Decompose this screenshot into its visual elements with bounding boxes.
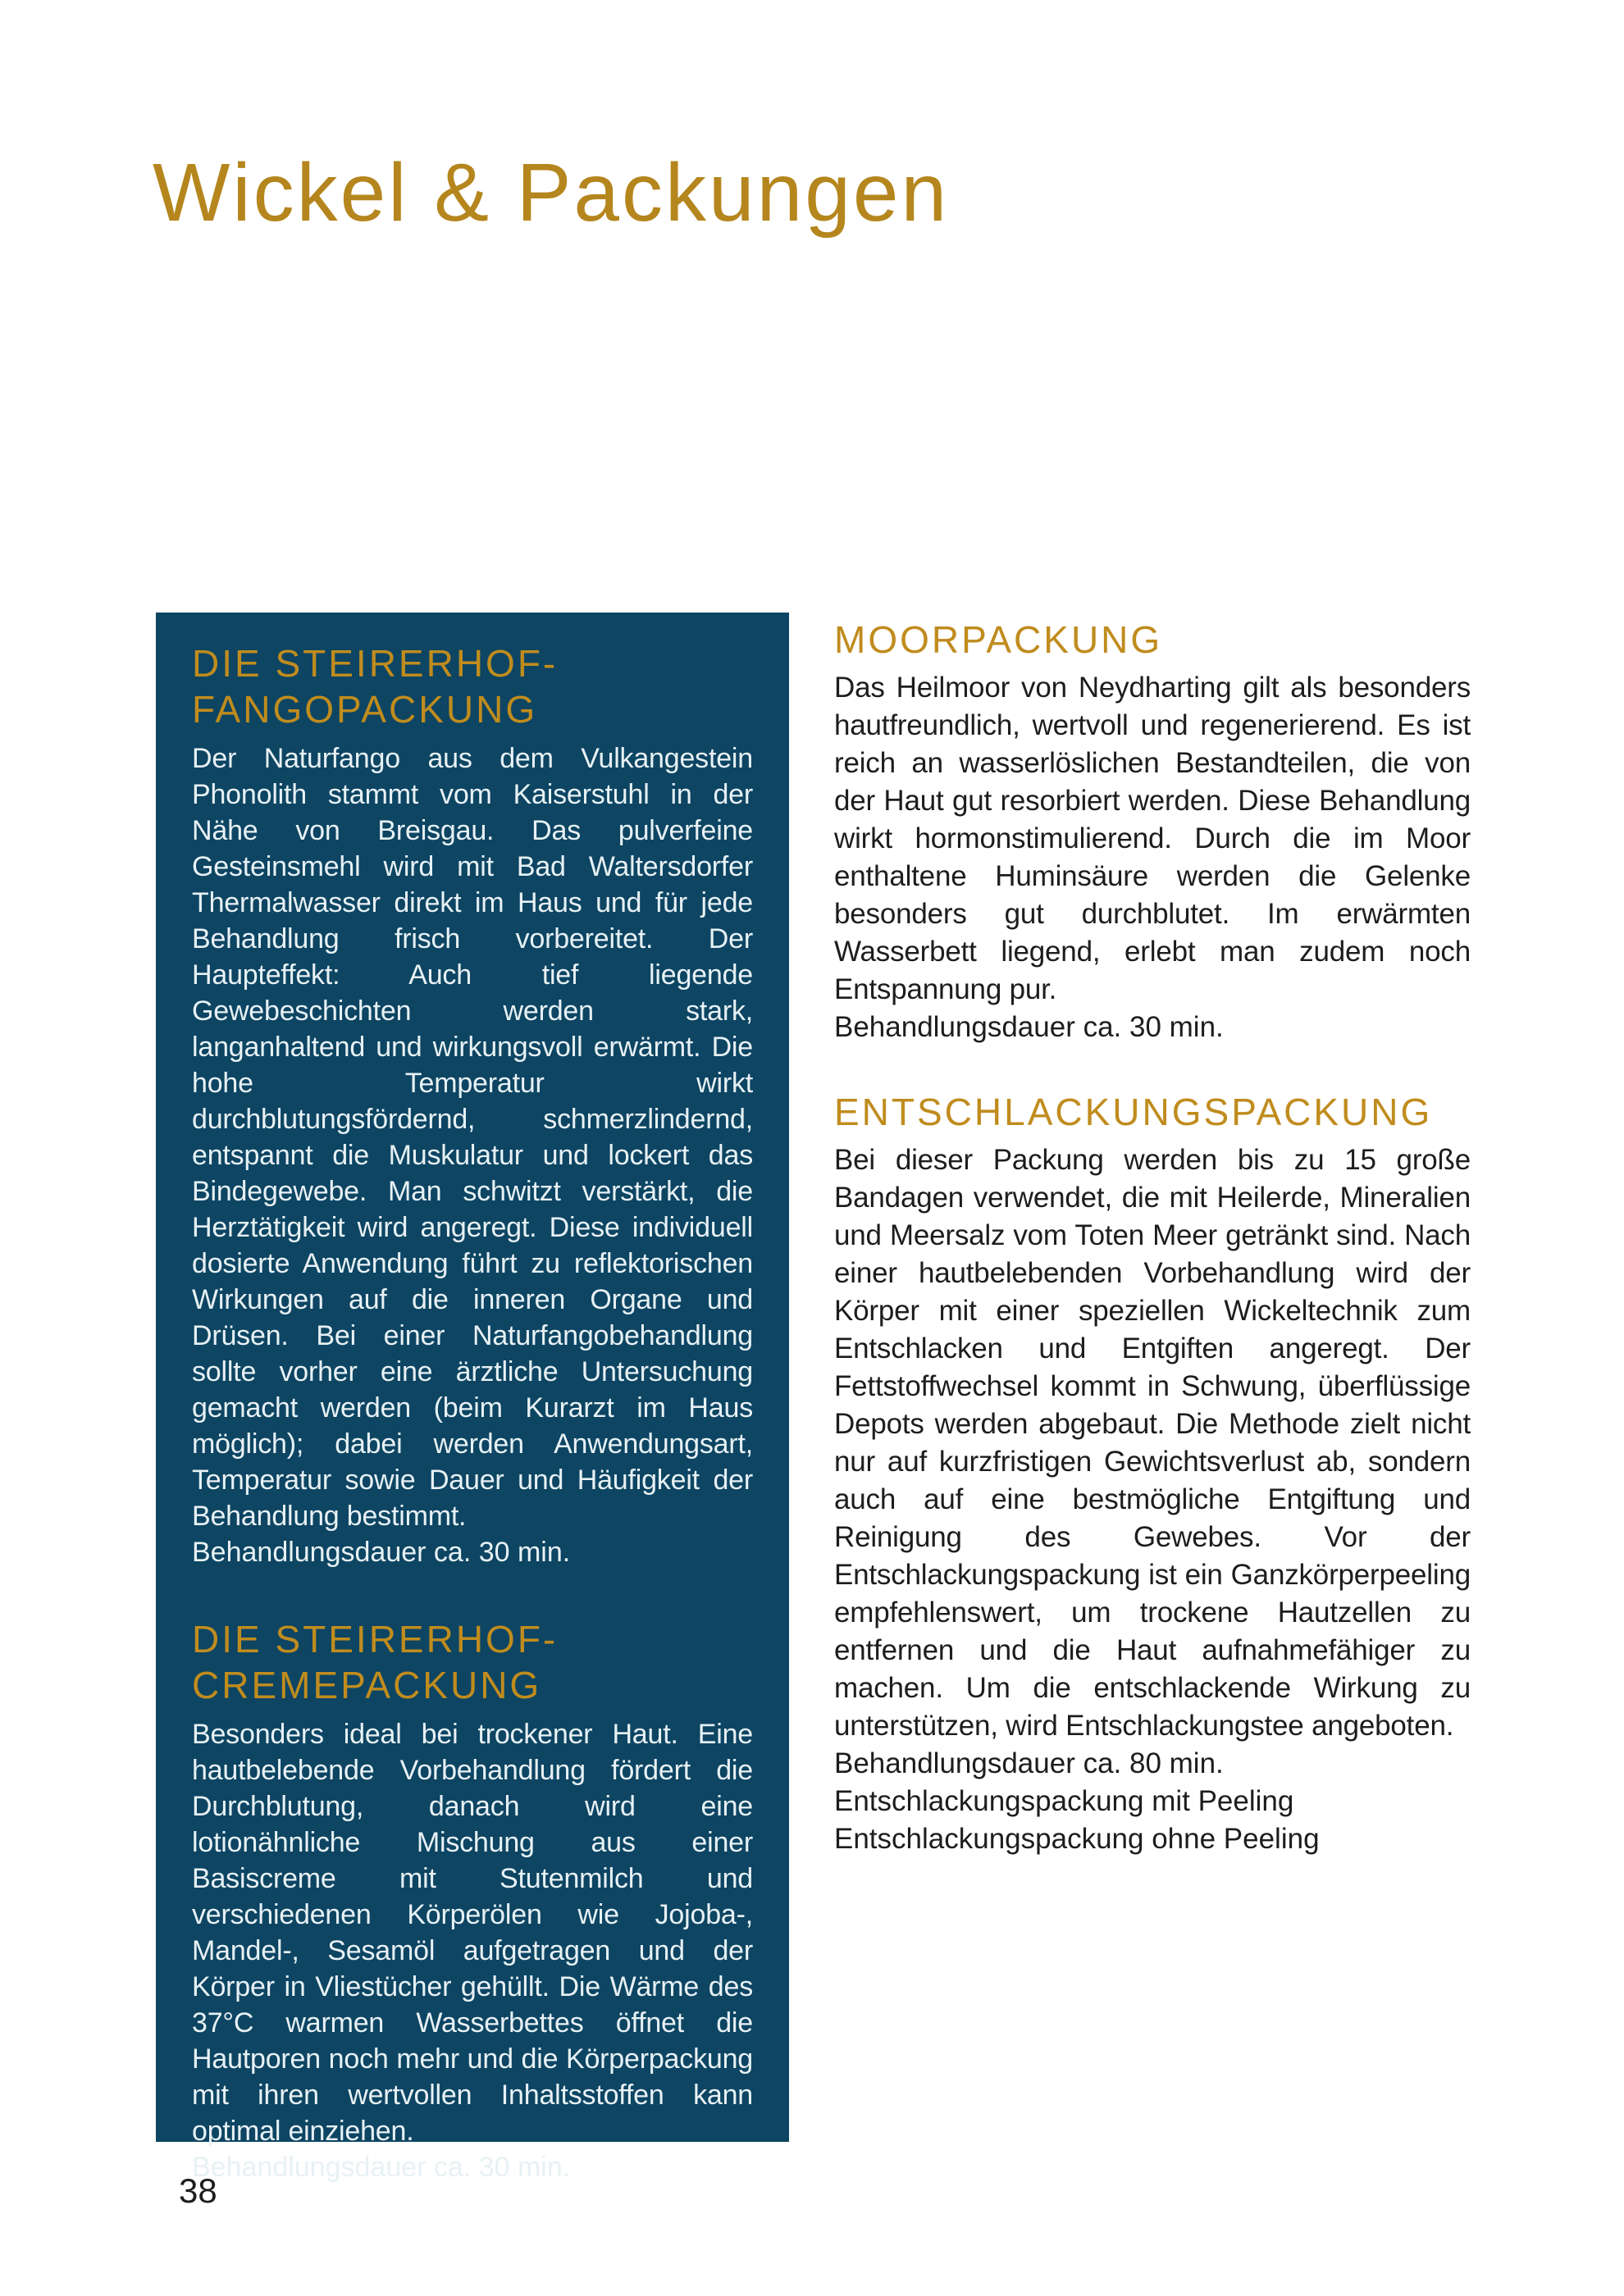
duration-line: Behandlungsdauer ca. 80 min. [834,1747,1224,1779]
section-heading [192,1616,753,1708]
variant-line: Entschlackungspackung ohne Peeling [834,1823,1320,1855]
body-paragraph: Der Naturfango aus dem Vulkangestein Phonolith stammt vom Kaiserstuhl in der Nähe von Breisgau. Das pulverfeine Gesteinsmehl wird mit Bad Waltersdorfer Thermalwasser direkt im Haus und für jede Behandlung frisch vorbereitet. Der Haupteffekt: Auch tief liegende Gewebeschichten werden stark, langanhaltend und wirkungsvoll erwärmt. Die hohe Temperatur wirkt durchblutungsfördernd, schmerzlindernd, entspannt die Muskulatur und lockert das Bindegewebe. Man schwitzt verstärkt, die Herztätigkeit wird angeregt. Diese individuell dosierte Anwendung führt zu reflektorischen Wirkungen auf die inneren Organe und Drüsen. Bei einer Naturfangobehandlung sollte vorher eine ärztliche Untersuchung gemacht werden (beim Kurarzt im Haus möglich); dabei werden Anwendungsart, Temperatur sowie Dauer und Häufigkeit der Behandlung bestimmt. [192,743,753,1532]
page-number: 38 [179,2171,217,2210]
section-heading: ENTSCHLACKUNGSPACKUNG [834,1091,1433,1133]
body-paragraph: Besonders ideal bei trockener Haut. Eine hautbelebende Vorbehandlung fördert die Durchblutung, danach wird eine lotionähnliche Mischung aus einer Basiscreme mit Stutenmilch und verschiedenen Körperölen wie Jojoba-, Mandel-, Sesamöl aufgetragen und der Körper in Vliestücher gehüllt. Die Wärme des 37°C warmen Wasserbettes öffnet die Hautporen noch mehr und die Körperpackung mit ihren wertvollen Inhaltsstoffen kann optimal einziehen. [192,1719,753,2147]
duration-line: Behandlungsdauer ca. 30 min. [192,2152,571,2183]
section-heading-line: CREMEPACKUNG [192,1664,542,1706]
duration-line: Behandlungsdauer ca. 30 min. [834,1011,1224,1043]
right-column [834,617,1471,1858]
variant-line: Entschlackungspackung mit Peeling [834,1785,1294,1817]
section-entschlackungspackung [834,1089,1471,1858]
section-heading: MOORPACKUNG [834,618,1163,661]
page-title: Wickel & Packungen [153,147,950,239]
section-heading [192,640,753,732]
body-paragraph: Das Heilmoor von Neydharting gilt als besonders hautfreundlich, wertvoll und regenerierend. Es ist reich an wasserlöslichen Bestandteilen, die von der Haut gut resorbiert werden. Diese Behandlung wirkt hormonstimulierend. Durch die im Moor enthaltene Huminsäure werden die Gelenke besonders gut durchblutet. Im erwärmten Wasserbett liegend, erlebt man zudem noch Entspannung pur. [834,672,1471,1005]
duration-line: Behandlungsdauer ca. 30 min. [192,1537,571,1568]
left-info-box [156,613,789,2183]
section-heading-line: FANGOPACKUNG [192,688,538,731]
body-paragraph: Bei dieser Packung werden bis zu 15 große Bandagen verwendet, die mit Heilerde, Mineralien und Meersalz vom Toten Meer getränkt sind. Nach einer hautbelebenden Vorbehandlung wird der Körper mit einer speziellen Wickeltechnik zum Entschlacken und Entgiften angeregt. Der Fettstoffwechsel kommt in Schwung, überflüssige Depots werden abgebaut. Die Methode zielt nicht nur auf kurzfristigen Gewichtsverlust ab, sondern auch auf eine bestmögliche Entgiftung und Reinigung des Gewebes. Vor der Entschlackungspackung ist ein Ganzkörperpeeling empfehlenswert, um trockene Hautzellen zu entfernen und die Haut aufnahmefähiger zu machen. Um die entschlackende Wirkung zu unterstützen, wird Entschlackungstee angeboten. [834,1144,1471,1742]
section-cremepackung [192,1616,753,2185]
section-fangopackung [192,640,753,1570]
section-moorpackung [834,617,1471,1046]
section-heading-line: DIE STEIRERHOF- [192,1618,559,1660]
section-heading-line: DIE STEIRERHOF- [192,642,559,685]
